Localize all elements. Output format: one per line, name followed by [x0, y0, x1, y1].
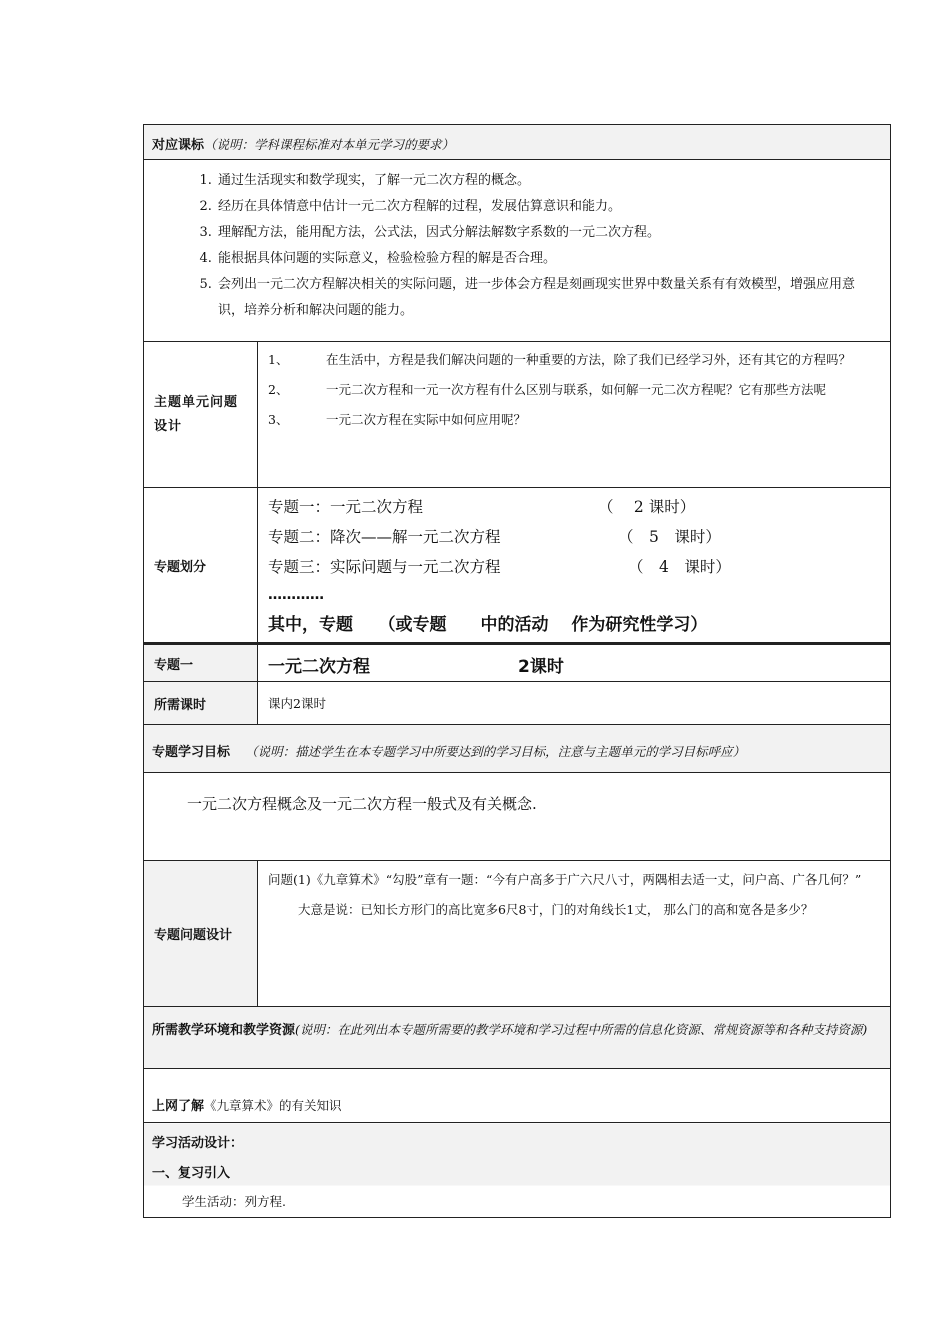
- class-hours-label-cell: [144, 682, 258, 725]
- standard-item: 3. 理解配方法，能用配方法，公式法，因式分解法解数字系数的一元二次方程。: [216, 220, 880, 246]
- unit-question-number: 1、: [268, 352, 289, 367]
- lesson-plan-table: [143, 124, 891, 1218]
- standard-item: 2. 经历在具体情意中估计一元二次方程解的过程，发展估算意识和能力。: [216, 194, 880, 220]
- goals-note: （说明：描述学生在本专题学习中所要达到的学习目标，注意与主题单元的学习目标呼应）: [245, 744, 746, 759]
- standard-item: 5. 会列出一元二次方程解决相关的实际问题，进一步体会方程是刻画现实世界中数量关系有有效模型，增强应用意识，培养分析和解决问题的能力。: [216, 272, 880, 324]
- unit-questions-label: 主题单元问题设计: [154, 394, 239, 434]
- resources-heading: 所需教学环境和教学资源: [152, 1023, 296, 1038]
- unit-question-item: [268, 408, 882, 432]
- topic-one-cell: [258, 644, 891, 682]
- standard-item: 1. 通过生活现实和数学现实，了解一元二次方程的概念。: [216, 168, 880, 194]
- topic-one-label-cell: [144, 644, 258, 682]
- lesson-plan-sheet: [143, 124, 890, 1218]
- unit-question-item: [268, 378, 882, 402]
- unit-questions-cell: [258, 342, 891, 488]
- topic-hours: （ 4 课时）: [628, 558, 731, 576]
- unit-question-number: 3、: [268, 412, 289, 427]
- class-hours-label: 所需课时: [154, 697, 207, 713]
- resources-content-lead: 上网了解: [152, 1099, 205, 1114]
- topic-one-title: 一元二次方程: [268, 657, 370, 677]
- topic-hours: （ 5 课时）: [618, 528, 721, 546]
- topic-name: 专题二：降次——解一元二次方程: [268, 528, 501, 546]
- class-hours-cell: [258, 682, 891, 725]
- standards-heading: 对应课标: [152, 138, 205, 153]
- topic-one-hours: 2课时: [518, 657, 564, 677]
- goals-heading: 专题学习目标: [152, 745, 231, 760]
- standards-header: [144, 125, 891, 160]
- topic-division-label-cell: [144, 488, 258, 644]
- activities-section-title: 一、复习引入: [152, 1166, 231, 1181]
- topic-ellipsis: …………: [268, 587, 324, 603]
- standards-note: （说明：学科课程标准对本单元学习的要求）: [204, 137, 455, 152]
- topic-question-label-cell: [144, 861, 258, 1007]
- standards-list-cell: [144, 160, 891, 342]
- topic-question-cell: [258, 861, 891, 1007]
- unit-question-text: 在生活中，方程是我们解决问题的一种重要的方法，除了我们已经学习外，还有其它的方程吗？: [326, 352, 852, 367]
- topic-hours: （ 2 课时）: [598, 498, 696, 516]
- goals-content: 一元二次方程概念及一元二次方程一般式及有关概念.: [187, 795, 537, 813]
- resources-note: (说明：在此列出本专题所需要的教学环境和学习过程中所需的信息化资源、常规资源等和各种支持资源): [295, 1022, 868, 1037]
- topic-question-explanation: 大意是说：已知长方形门的高比宽多6尺8寸，门的对角线长1丈， 那么门的高和宽各是多少？: [298, 902, 814, 917]
- topic-name: 专题三：实际问题与一元二次方程: [268, 558, 501, 576]
- unit-questions-label-cell: [144, 342, 258, 488]
- topic-name: 专题一：一元二次方程: [268, 498, 424, 516]
- standard-item: 4. 能根据具体问题的实际意义，检验检验方程的解是否合理。: [216, 246, 880, 272]
- unit-question-text: 一元二次方程和一元一次方程有什么区别与联系，如何解一元二次方程呢？它有那些方法呢: [326, 382, 827, 397]
- topic-line: [268, 522, 882, 552]
- resources-content: 《九章算术》的有关知识: [204, 1098, 342, 1113]
- topic-question-label: 专题问题设计: [154, 928, 233, 943]
- class-hours-value: 课内2课时: [268, 696, 326, 711]
- topic-division-cell: [258, 488, 891, 644]
- topic-line: [268, 552, 882, 582]
- topic-research-note: 其中，专题 （或专题 中的活动 作为研究性学习）: [268, 615, 708, 635]
- topic-one-label: 专题一: [154, 657, 194, 673]
- goals-header: [144, 725, 891, 773]
- standards-list: [144, 160, 890, 332]
- unit-question-item: [268, 348, 882, 372]
- activities-heading: 学习活动设计：: [152, 1136, 244, 1151]
- resources-content-cell: [144, 1069, 891, 1123]
- resources-header: [144, 1007, 891, 1069]
- activities-line: 学生活动：列方程.: [182, 1194, 286, 1209]
- topic-line: [268, 492, 882, 522]
- unit-question-number: 2、: [268, 382, 289, 397]
- activities-cell: [144, 1123, 891, 1218]
- unit-question-text: 一元二次方程在实际中如何应用呢？: [326, 412, 527, 427]
- goals-content-cell: [144, 773, 891, 861]
- topic-question-text: 问题(1)《九章算术》“勾股”章有一题：“今有户高多于广六尺八寸，两隅相去适一丈，问户高、广各几何？”: [268, 872, 862, 887]
- topic-division-label: 专题划分: [154, 559, 207, 575]
